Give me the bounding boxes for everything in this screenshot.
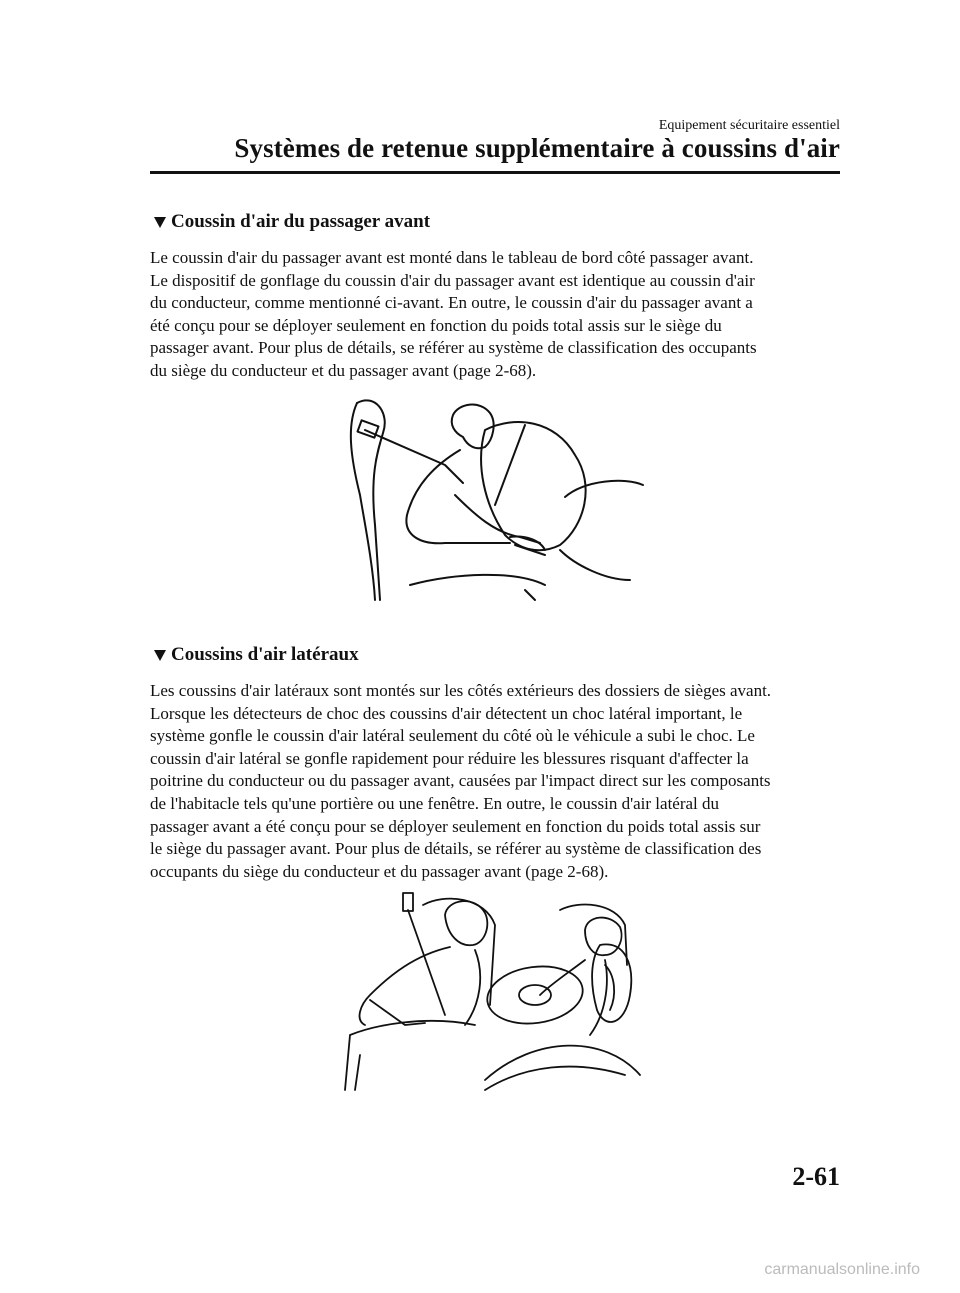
person-arm [455, 495, 540, 543]
paragraph-line: du conducteur, comme mentionné ci-avant. En outre, le coussin d'air du passager avant a [150, 293, 753, 313]
paragraph-passenger-airbag [150, 247, 850, 383]
page-number: 2-61 [792, 1162, 840, 1191]
airbag-fold-line [495, 425, 525, 505]
person-head [452, 405, 494, 449]
paragraph-line: Le coussin d'air du passager avant est monté dans le tableau de bord côté passager avant. [150, 248, 754, 267]
belt-anchor-left [403, 893, 413, 911]
seat-cushion-edge [525, 590, 535, 600]
paragraph-line: été conçu pour se déployer seulement en fonction du poids total assis sur le siège du [150, 315, 722, 335]
belt-left [408, 910, 445, 1015]
seat-cushion-right [485, 1067, 625, 1090]
paragraph-line: Lorsque les détecteurs de choc des coussins d'air détectent un choc latéral important, le [150, 703, 743, 723]
person-torso [406, 450, 510, 543]
paragraph-line: Le dispositif de gonflage du coussin d'air du passager avant est identique au coussin d'air [150, 270, 755, 290]
paragraph-line: système gonfle le coussin d'air latéral seulement du côté où le véhicule a subi le choc. Le [150, 726, 755, 746]
paragraph-line: du siège du conducteur et du passager avant (page 2-68). [150, 360, 537, 380]
steering-hub [519, 985, 551, 1005]
triangle-down-icon [153, 648, 167, 662]
section-heading-passenger-airbag [153, 211, 430, 233]
seat-cushion [410, 575, 545, 585]
passenger-airbag-illustration [335, 385, 645, 605]
section-heading-text: Coussin d'air du passager avant [171, 211, 431, 232]
section-heading-side-airbags [153, 644, 359, 666]
footer-watermark: carmanualsonline.info [764, 1261, 920, 1278]
airbag [481, 422, 586, 550]
paragraph-line: passager avant a été conçu pour se déployer seulement en fonction du poids total assis sur [150, 816, 761, 836]
paragraph-line: passager avant. Pour plus de détails, se référer au système de classification des occupants [150, 338, 757, 358]
head-right [585, 918, 622, 956]
leg-left [345, 1021, 475, 1090]
section-heading-text: Coussins d'air latéraux [171, 644, 359, 665]
paragraph-line: poitrine du conducteur ou du passager avant, causées par l'impact direct sur les composants [150, 771, 771, 791]
seat-right [560, 905, 627, 965]
header-rule [150, 171, 840, 174]
paragraph-line: occupants du siège du conducteur et du passager avant (page 2-68). [150, 861, 609, 881]
paragraph-line: coussin d'air latéral se gonfle rapidement pour réduire les blessures risquant d'affecter la [150, 748, 749, 768]
paragraph-line: le siège du passager avant. Pour plus de détails, se référer au système de classification des [150, 839, 762, 859]
head-left [445, 901, 487, 945]
paragraph-line: de l'habitacle tels qu'une portière ou une fenêtre. En outre, le coussin d'air latéral du [150, 793, 720, 813]
torso-left [360, 947, 481, 1025]
triangle-down-icon [153, 215, 167, 229]
paragraph-line: Les coussins d'air latéraux sont montés sur les côtés extérieurs des dossiers de sièges avant. [150, 681, 772, 700]
header-kicker: Equipement sécuritaire essentiel [658, 118, 840, 133]
side-airbag [592, 944, 631, 1022]
dashboard-sweep [485, 1046, 640, 1080]
paragraph-side-airbags [150, 680, 850, 883]
belt-anchor [357, 420, 378, 437]
header-title: Systèmes de retenue supplémentaire à coussins d'air [234, 133, 840, 163]
side-airbags-illustration [335, 885, 645, 1095]
